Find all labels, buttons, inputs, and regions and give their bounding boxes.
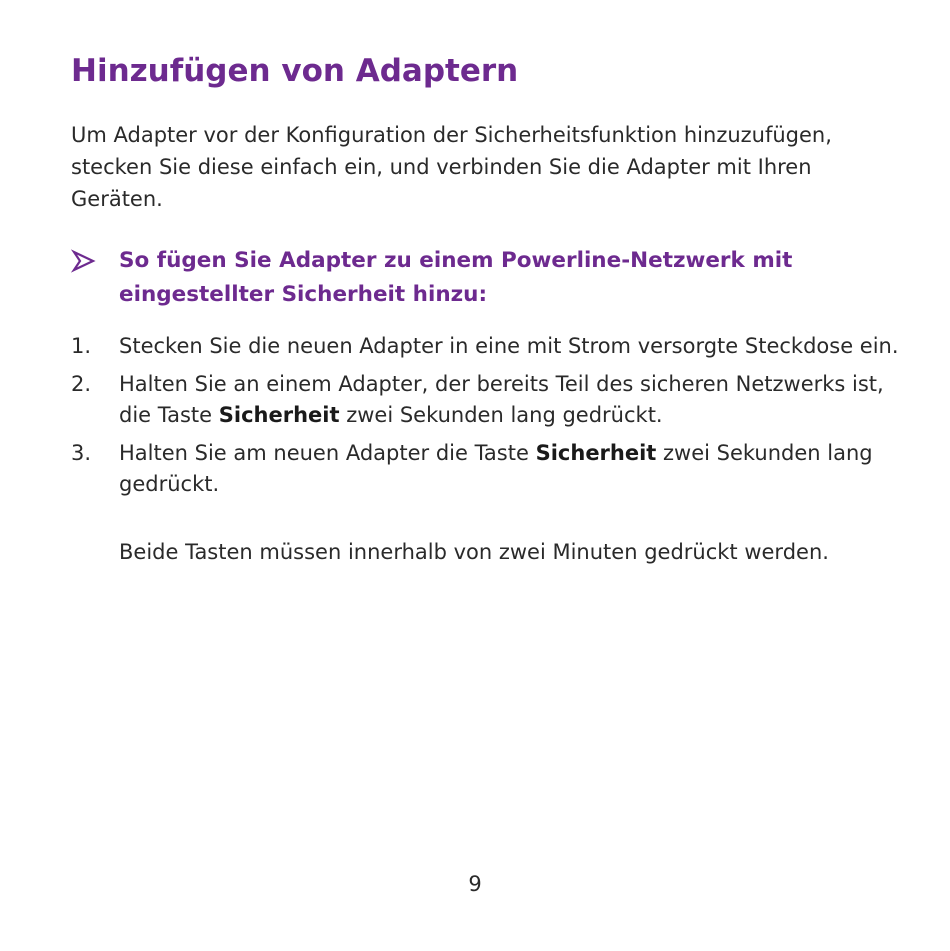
list-item [71, 369, 901, 431]
button-name-bold: Sicherheit [218, 403, 340, 427]
step-text-after: zwei Sekunden lang gedrückt. [346, 403, 663, 427]
step-number: 2. [71, 372, 92, 396]
step-note: Beide Tasten müssen innerhalb von zwei Minuten gedrückt werden. [119, 540, 829, 564]
arrow-bullet-icon [71, 248, 97, 274]
section-heading: Hinzufügen von Adaptern [71, 53, 519, 89]
step-text-before: Halten Sie an einem Adapter, der bereits Teil des sicheren Netzwerks ist, die Taste [119, 372, 884, 427]
step-number: 1. [71, 334, 92, 358]
button-name-bold: Sicherheit [535, 441, 657, 465]
step-text-before: Halten Sie am neuen Adapter die Taste [119, 441, 529, 465]
step-text: Stecken Sie die neuen Adapter in eine mit Strom versorgte Steckdose ein. [119, 334, 899, 358]
list-item [71, 331, 901, 362]
step-number: 3. [71, 441, 92, 465]
steps-list [71, 331, 901, 507]
list-item [71, 438, 901, 500]
page-number: 9 [468, 872, 482, 896]
intro-paragraph: Um Adapter vor der Konfiguration der Sicherheitsfunktion hinzuzufügen, stecken Sie diese einfach ein, und verbinden Sie die Adapter mit Ihren Geräten. [71, 123, 832, 211]
step-text-after: zwei Sekunden lang gedrückt. [119, 441, 873, 496]
procedure-title: So fügen Sie Adapter zu einem Powerline-Netzwerk mit eingestellter Sicherheit hinzu: [119, 248, 793, 307]
procedure-heading [71, 244, 901, 312]
